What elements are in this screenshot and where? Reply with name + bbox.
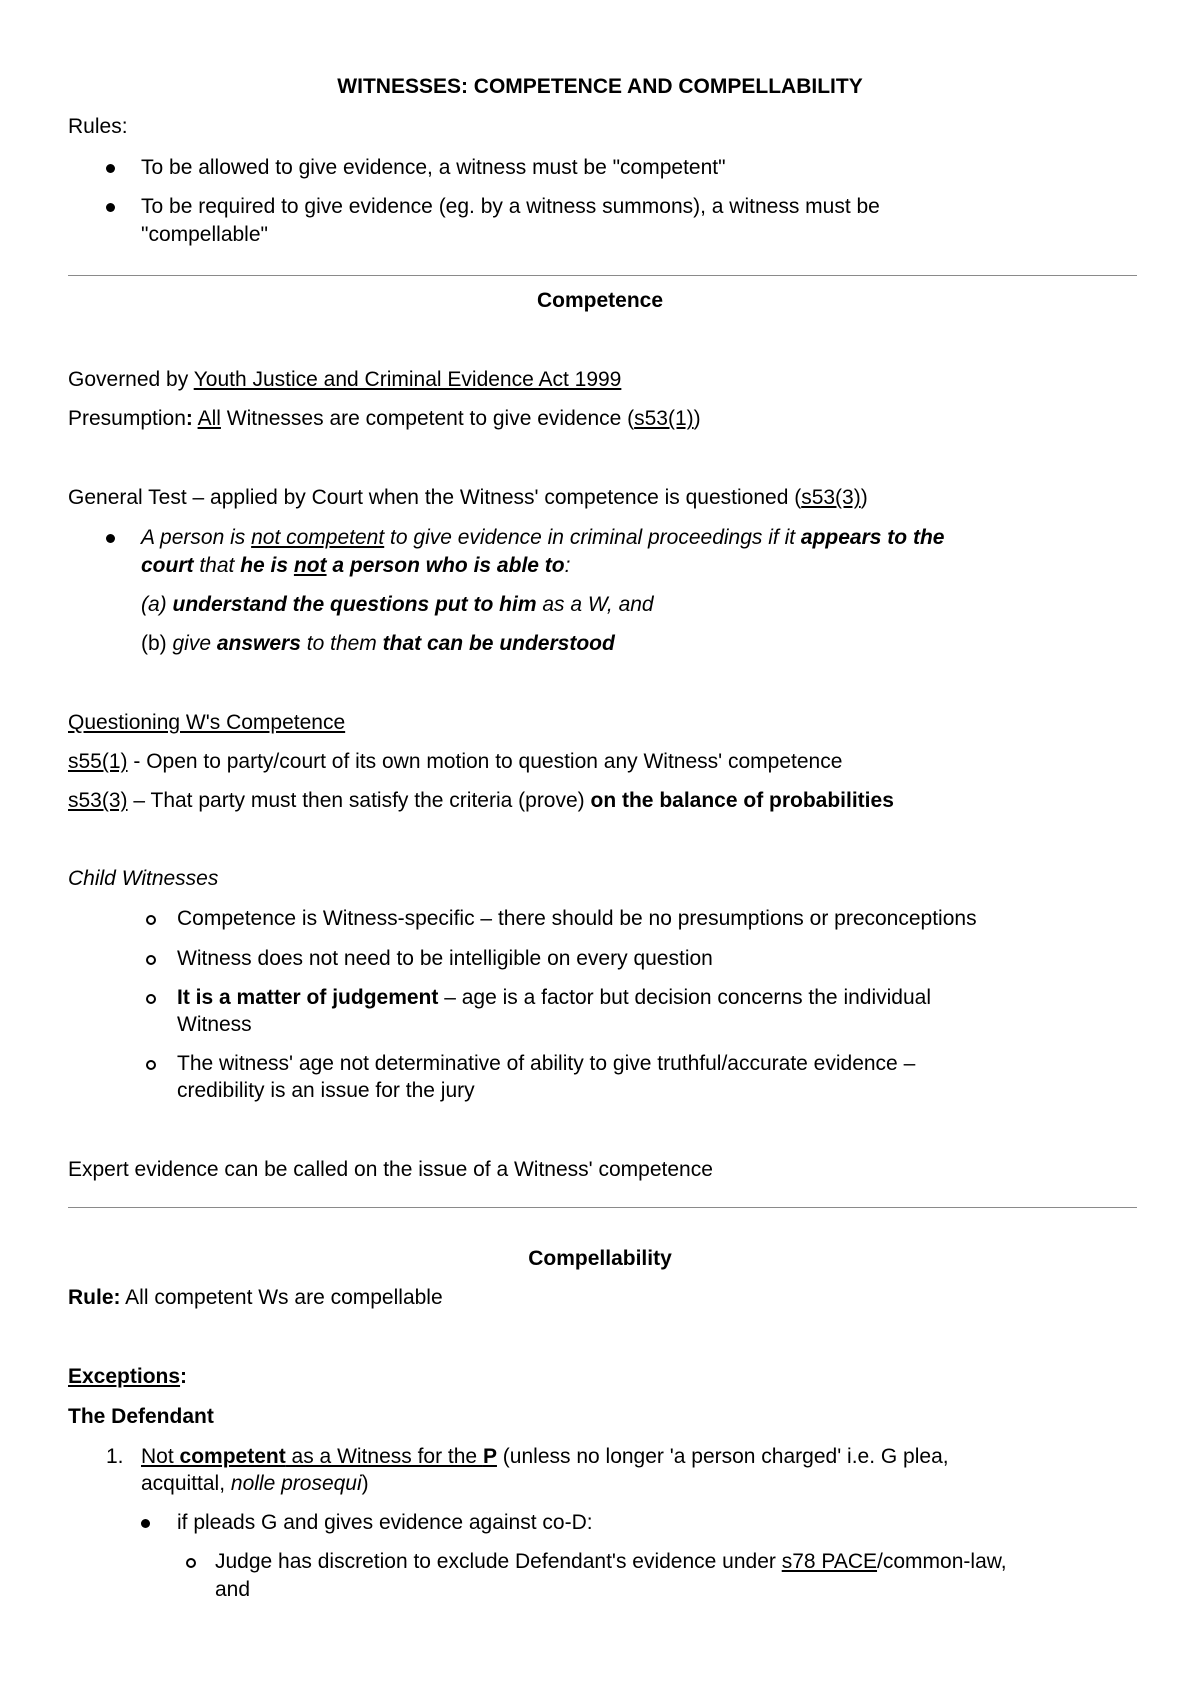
test-text: that can be understood xyxy=(382,632,615,655)
test-text: to them xyxy=(300,632,383,655)
test-text: understand the questions put to him xyxy=(172,593,537,616)
item-text: Judge has discretion to exclude Defendant's evidence under xyxy=(215,1550,782,1573)
divider xyxy=(68,275,1137,276)
test-text: to give evidence in criminal proceedings if it xyxy=(384,526,801,549)
compellability-heading: Compellability xyxy=(528,1247,672,1270)
child-item-3-continued: Witness xyxy=(177,1013,252,1036)
bullet-icon xyxy=(141,1519,150,1528)
s55-text: - Open to party/court of its own motion to question any Witness' competence xyxy=(127,750,843,773)
s53-bold: on the balance of probabilities xyxy=(590,789,894,812)
defendant-item-1 xyxy=(141,1444,949,1470)
paren-close: ) xyxy=(693,407,701,430)
hollow-bullet-icon xyxy=(146,1060,156,1070)
exceptions-label: Exceptions xyxy=(68,1365,181,1388)
section-ref: s55(1) xyxy=(68,750,128,773)
test-text: he is xyxy=(240,554,294,577)
test-bullet-line1 xyxy=(141,525,944,551)
child-item-2: Witness does not need to be intelligible on every question xyxy=(177,947,713,970)
test-text: not xyxy=(293,554,327,577)
competence-heading: Competence xyxy=(536,289,664,312)
rules-label: Rules: xyxy=(68,115,128,138)
section-ref: s53(1) xyxy=(634,407,694,430)
child-item-4-continued: credibility is an issue for the jury xyxy=(177,1079,475,1102)
general-test-text: General Test – applied by Court when the Witness' competence is questioned ( xyxy=(68,486,802,509)
item-text: (unless no longer 'a person charged' i.e. G plea, xyxy=(496,1445,949,1468)
child-item-4: The witness' age not determinative of ability to give truthful/accurate evidence – xyxy=(177,1052,916,1075)
defendant-item-1-continued xyxy=(141,1471,369,1497)
test-text: as a W, and xyxy=(536,593,654,616)
test-text: answers xyxy=(216,632,301,655)
exceptions-heading xyxy=(68,1364,187,1390)
test-text: a person who is able to xyxy=(326,554,565,577)
rules-item-2: To be required to give evidence (eg. by a witness summons), a witness must be xyxy=(141,195,880,218)
test-text: (b) xyxy=(141,632,173,655)
test-text: (a) xyxy=(141,593,173,616)
test-criterion-a xyxy=(141,592,654,618)
sub-bullet-item: if pleads G and gives evidence against co-D: xyxy=(177,1511,593,1534)
item-text: Not xyxy=(141,1445,180,1468)
rules-item-2-continued: "compellable" xyxy=(141,223,268,246)
item-text: as a Witness for the xyxy=(285,1445,483,1468)
sub-sub-item xyxy=(215,1549,1007,1575)
document-title: WITNESSES: COMPETENCE AND COMPELLABILITY xyxy=(337,75,863,98)
test-text: not competent xyxy=(251,526,385,549)
divider xyxy=(68,1207,1137,1208)
presumption-all: All xyxy=(197,407,221,430)
s53-line xyxy=(68,788,894,814)
section-ref: s78 PACE xyxy=(781,1550,878,1573)
exceptions-colon: : xyxy=(180,1365,188,1388)
governed-by-line xyxy=(68,367,621,393)
paren-close: ) xyxy=(860,486,868,509)
hollow-bullet-icon xyxy=(146,994,156,1004)
hollow-bullet-icon xyxy=(146,915,156,925)
governed-prefix: Governed by xyxy=(68,368,194,391)
test-text: appears to the xyxy=(800,526,945,549)
sub-sub-item-continued: and xyxy=(215,1578,251,1601)
general-test-line xyxy=(68,485,868,511)
compellability-rule-line xyxy=(68,1285,443,1311)
item-text: ) xyxy=(361,1472,369,1495)
questioning-heading: Questioning W's Competence xyxy=(68,711,346,734)
child-item-1: Competence is Witness-specific – there should be no presumptions or preconceptions xyxy=(177,907,977,930)
test-text: court xyxy=(141,554,194,577)
test-text: A person is xyxy=(141,526,252,549)
item-text: /common-law, xyxy=(877,1550,1007,1573)
section-ref: s53(3) xyxy=(68,789,128,812)
item-text: nolle prosequi xyxy=(230,1472,362,1495)
act-name: Youth Justice and Criminal Evidence Act 1999 xyxy=(193,368,622,391)
test-text: that xyxy=(193,554,241,577)
bullet-icon xyxy=(106,203,115,212)
item-text: acquittal, xyxy=(141,1472,231,1495)
s55-line xyxy=(68,749,842,775)
section-ref: s53(3) xyxy=(801,486,861,509)
child-item-bold: It is a matter of judgement xyxy=(177,986,439,1009)
presumption-label: Presumption xyxy=(68,407,186,430)
presumption-colon: : xyxy=(185,407,193,430)
test-criterion-b xyxy=(141,631,615,657)
child-item-text: – age is a factor but decision concerns the individual xyxy=(438,986,932,1009)
test-text: give xyxy=(172,632,217,655)
rules-item-1: To be allowed to give evidence, a witness must be "competent" xyxy=(141,156,726,179)
s53-text: – That party must then satisfy the criteria (prove) xyxy=(127,789,591,812)
hollow-bullet-icon xyxy=(146,955,156,965)
presumption-text: Witnesses are competent to give evidence ( xyxy=(220,407,635,430)
test-text: : xyxy=(564,554,571,577)
item-text: P xyxy=(482,1445,497,1468)
child-witnesses-heading: Child Witnesses xyxy=(68,867,219,890)
test-bullet-line2 xyxy=(141,553,570,579)
rule-label: Rule: xyxy=(68,1286,121,1309)
presumption-line xyxy=(68,406,701,432)
expert-evidence-line: Expert evidence can be called on the issue of a Witness' competence xyxy=(68,1158,713,1181)
bullet-icon xyxy=(106,534,115,543)
child-item-3 xyxy=(177,985,931,1011)
rule-text: All competent Ws are compellable xyxy=(120,1286,443,1309)
defendant-heading: The Defendant xyxy=(68,1405,214,1428)
bullet-icon xyxy=(106,164,115,173)
item-text: competent xyxy=(179,1445,286,1468)
list-number: 1. xyxy=(106,1445,124,1468)
hollow-bullet-icon xyxy=(186,1558,196,1568)
